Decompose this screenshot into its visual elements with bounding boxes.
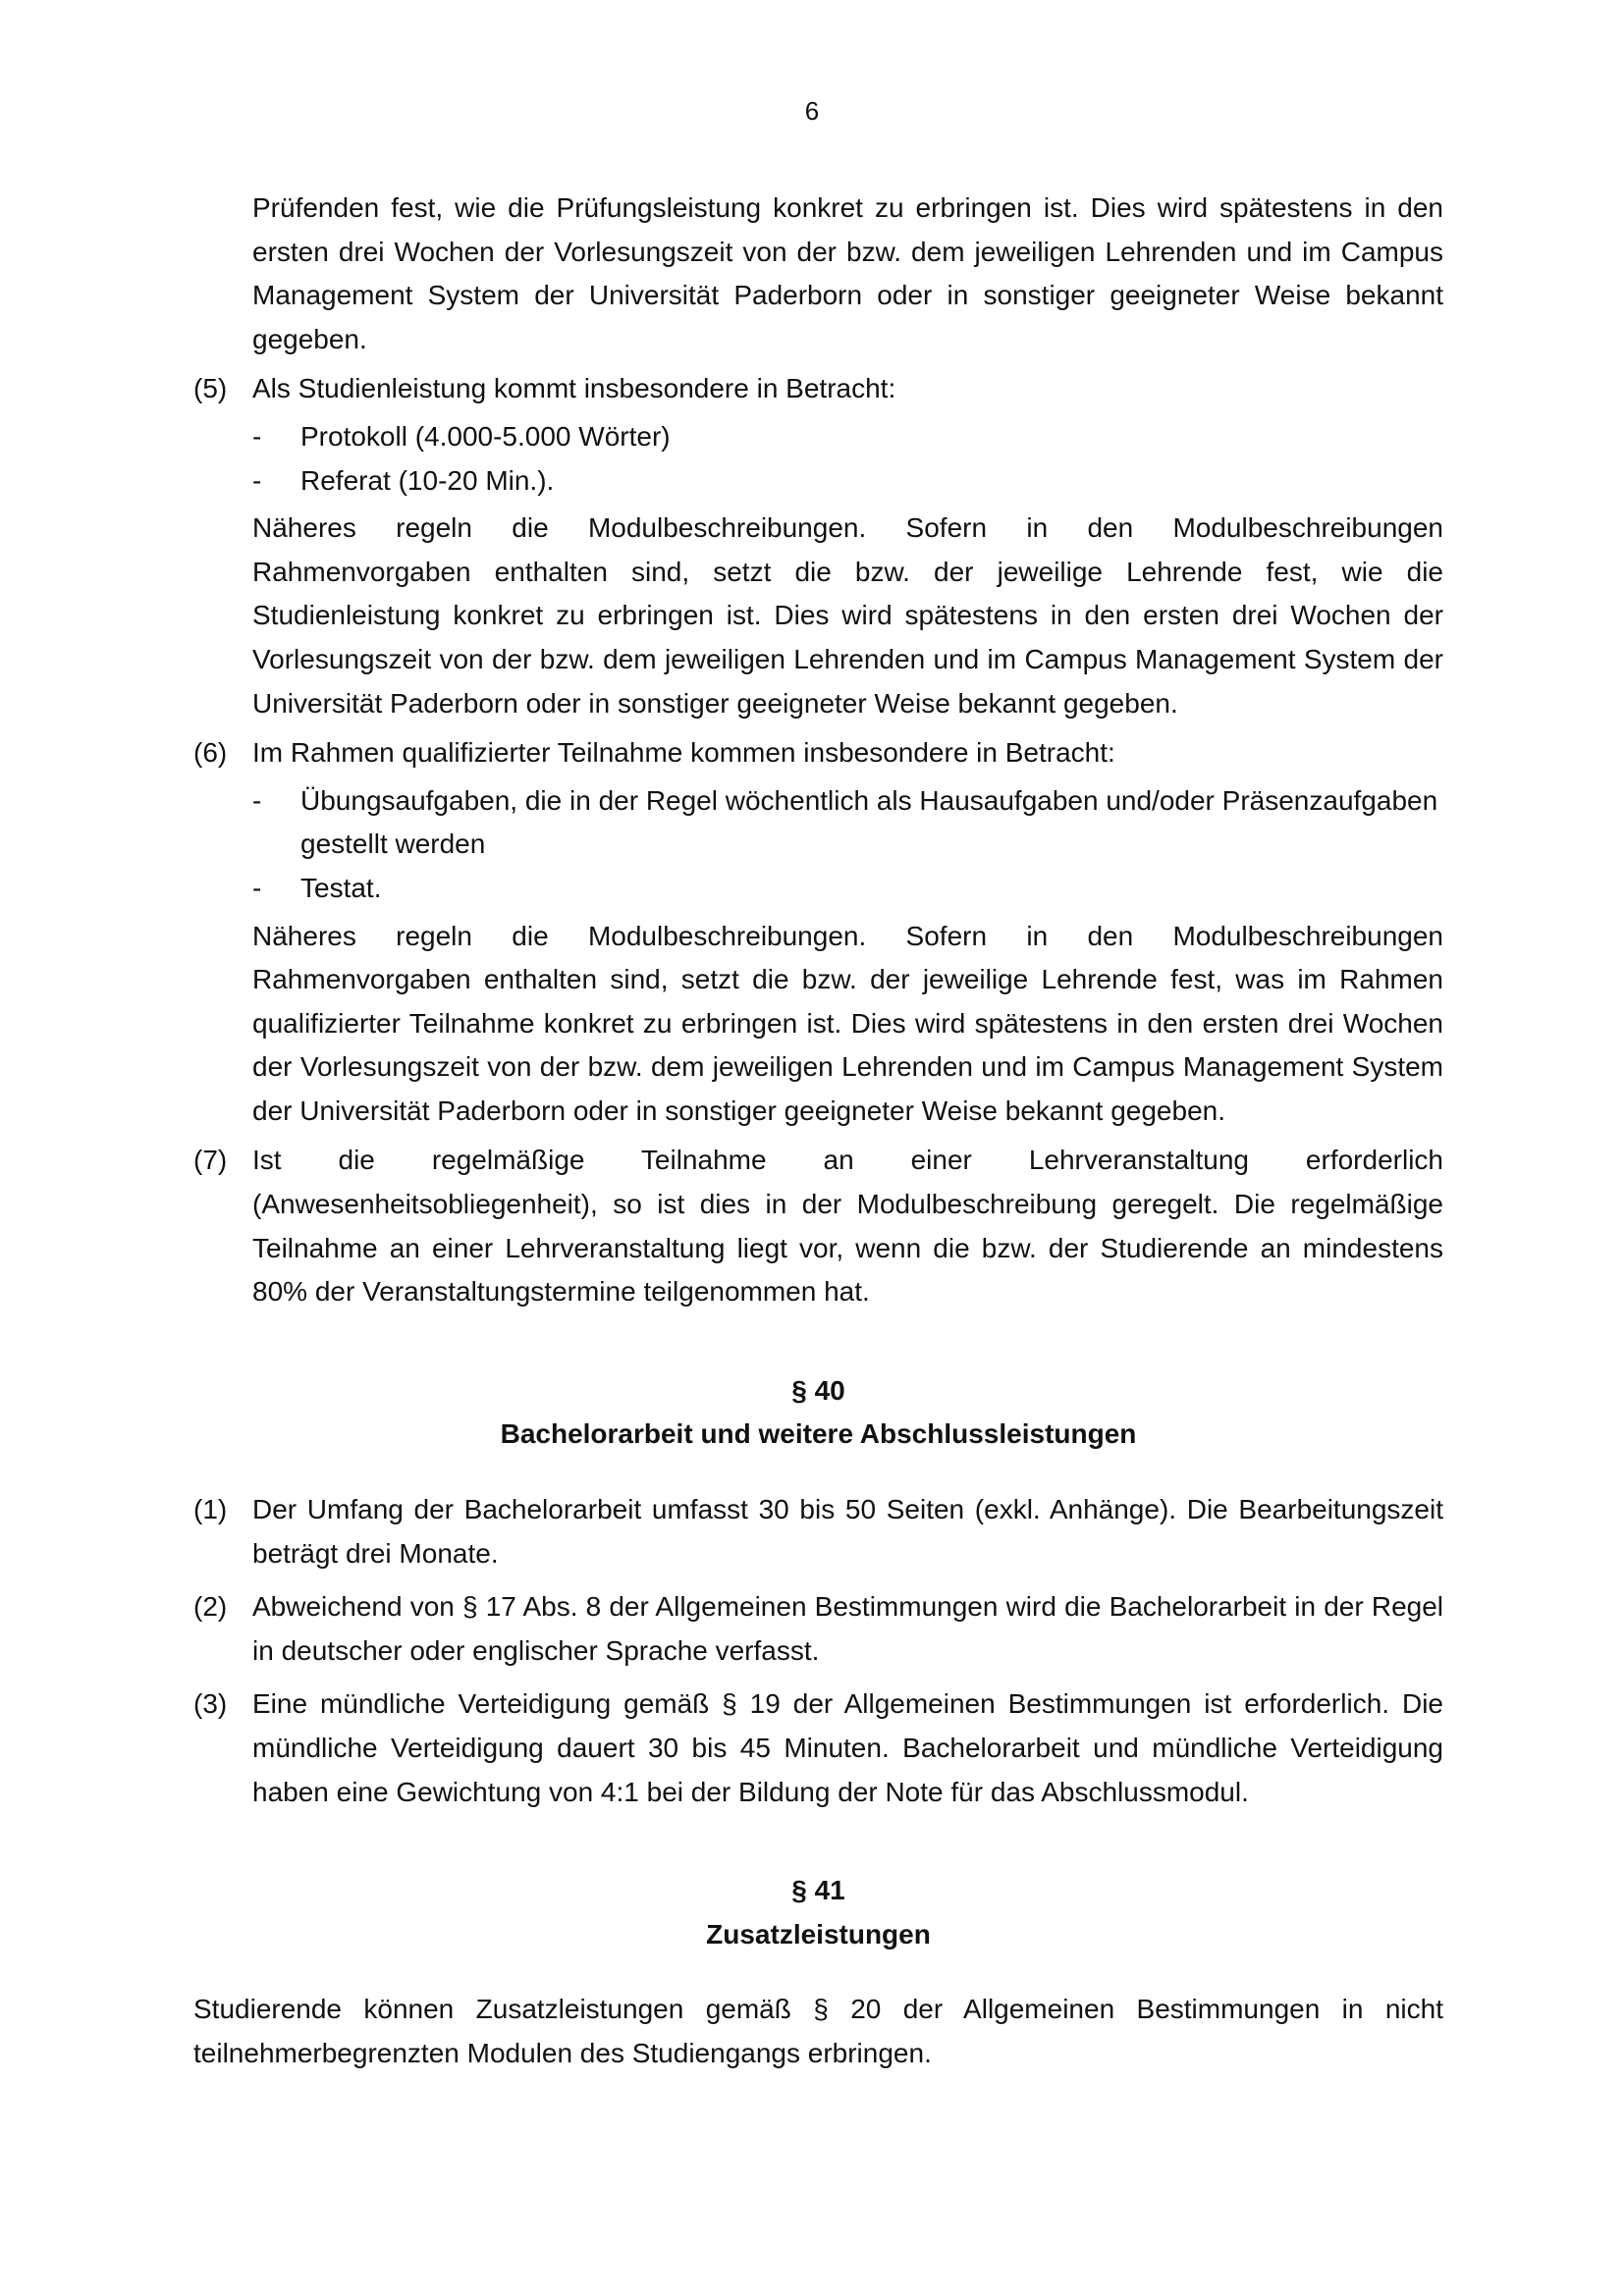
paragraph-text: Ist die regelmäßige Teilnahme an einer Lehrveranstaltung erforderlich (Anwesenheitsobliegenheit), so ist dies in der Modulbeschreibung geregelt. Die regelmäßige Teilnahme an einer Lehrveranstaltung liegt vor, wenn die bzw. der Studierende an mindestens 80% der Veranstaltungstermine teilgenommen hat. — [252, 1145, 1443, 1308]
page-content — [193, 187, 1443, 2076]
paragraph-text: Eine mündliche Verteidigung gemäß § 19 der Allgemeinen Bestimmungen ist erforderlich. Die mündliche Verteidigung dauert 30 bis 45 Minuten. Bachelorarbeit und mündliche Verteidigung haben eine Gewichtung von 4:1 bei der Bildung der Note für das Abschlussmodul. — [252, 1688, 1443, 1807]
paragraph-number: (1) — [193, 1494, 228, 1525]
paragraph-5-text: Näheres regeln die Modulbeschreibungen. Sofern in den Modulbeschreibungen Rahmenvorgaben enthalten sind, setzt die bzw. der jeweilige Lehrende fest, wie die Studienleistung konkret zu erbringen ist. Dies wird spätestens in den ersten drei Wochen der Vorlesungszeit von der bzw. dem jeweiligen Lehrenden und im Campus Management System der Universität Paderborn oder in sonstiger geeigneter Weise bekannt gegeben. — [252, 512, 1443, 719]
paragraph-6 — [193, 731, 1443, 775]
paragraph-intro: Im Rahmen qualifizierter Teilnahme kommen insbesondere in Betracht: — [252, 737, 1115, 769]
paragraph-5 — [193, 367, 1443, 411]
paragraph-number: (5) — [193, 373, 228, 404]
section-41-text: Studierende können Zusatzleistungen gemäß § 20 der Allgemeinen Bestimmungen in nicht teilnehmerbegrenzten Modulen des Studiengangs erbringen. — [193, 1994, 1443, 2068]
list-item — [252, 867, 1443, 911]
paragraph-number: (3) — [193, 1688, 228, 1720]
list-item-text: Protokoll (4.000-5.000 Wörter) — [300, 420, 671, 452]
dash-bullet: - — [252, 420, 262, 452]
dash-bullet: - — [252, 464, 262, 496]
paragraph-intro: Als Studienleistung kommt insbesondere in Betracht: — [252, 373, 896, 404]
list-item — [252, 415, 1443, 459]
section-41-title: Zusatzleistungen — [706, 1918, 931, 1949]
paragraph-number: (2) — [193, 1591, 228, 1623]
section-40-item — [193, 1682, 1443, 1814]
list-item-text: Übungsaufgaben, die in der Regel wöchentlich als Hausaufgaben und/oder Präsenzaufgaben gestellt werden — [300, 784, 1438, 860]
paragraph-4-continuation: Prüfenden fest, wie die Prüfungsleistung konkret zu erbringen ist. Dies wird spätestens in den ersten drei Wochen der Vorlesungszeit von der bzw. dem jeweiligen Lehrenden und im Campus Management System der Universität Paderborn oder in sonstiger geeigneter Weise bekannt gegeben. — [252, 192, 1443, 354]
section-40-item — [193, 1488, 1443, 1575]
list-item — [252, 779, 1443, 867]
section-41-number: § 41 — [791, 1875, 845, 1906]
paragraph-number: (7) — [193, 1145, 228, 1176]
page-number: 6 — [804, 96, 820, 126]
list-item-text: Referat (10-20 Min.). — [300, 464, 555, 496]
dash-bullet: - — [252, 784, 262, 816]
paragraph-text: Der Umfang der Bachelorarbeit umfasst 30 bis 50 Seiten (exkl. Anhänge). Die Bearbeitungszeit beträgt drei Monate. — [252, 1494, 1443, 1569]
bullet-list — [252, 415, 1443, 503]
paragraph-text: Abweichend von § 17 Abs. 8 der Allgemeinen Bestimmungen wird die Bachelorarbeit in der Regel in deutscher oder englischer Sprache verfasst. — [252, 1591, 1443, 1666]
section-40-title: Bachelorarbeit und weitere Abschlussleistungen — [500, 1418, 1137, 1450]
paragraph-7 — [193, 1139, 1443, 1313]
list-item — [252, 459, 1443, 504]
section-40-number: § 40 — [791, 1374, 845, 1406]
list-item-text: Testat. — [300, 872, 382, 903]
bullet-list — [252, 779, 1443, 911]
section-40-item — [193, 1585, 1443, 1673]
dash-bullet: - — [252, 872, 262, 903]
paragraph-6-text: Näheres regeln die Modulbeschreibungen. Sofern in den Modulbeschreibungen Rahmenvorgaben enthalten sind, setzt die bzw. der jeweilige Lehrende fest, was im Rahmen qualifizierter Teilnahme konkret zu erbringen ist. Dies wird spätestens in den ersten drei Wochen der Vorlesungszeit von der bzw. dem jeweiligen Lehrenden und im Campus Management System der Universität Paderborn oder in sonstiger geeigneter Weise bekannt gegeben. — [252, 920, 1443, 1126]
paragraph-number: (6) — [193, 737, 228, 769]
